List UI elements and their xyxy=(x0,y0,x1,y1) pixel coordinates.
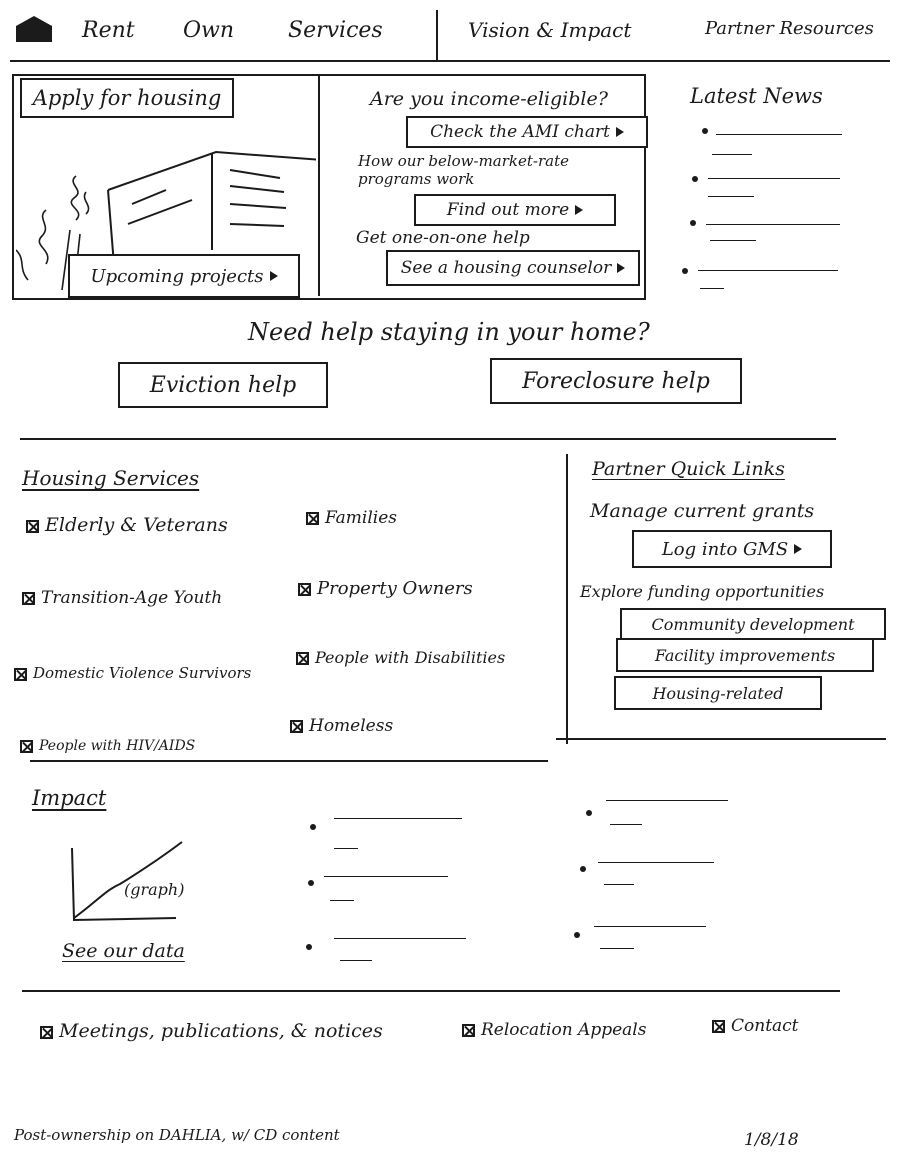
programs-text: How our below-market-rate programs work xyxy=(358,152,569,188)
stat-bullet xyxy=(306,944,312,950)
service-domestic-violence[interactable]: Domestic Violence Survivors xyxy=(14,664,251,682)
news-item-link[interactable] xyxy=(698,270,838,271)
facility-improvements-link[interactable]: Facility improvements xyxy=(616,638,874,672)
nav-partner-resources[interactable]: Partner Resources xyxy=(705,18,874,39)
checkbox-icon xyxy=(306,512,319,525)
checkbox-icon xyxy=(290,720,303,733)
service-hiv-aids[interactable]: People with HIV/AIDS xyxy=(20,738,195,754)
checkbox-icon xyxy=(22,592,35,605)
housing-services-title: Housing Services xyxy=(22,466,200,490)
checkbox-icon xyxy=(20,740,33,753)
check-ami-chart-button[interactable] xyxy=(406,116,648,148)
nav-divider xyxy=(436,10,438,60)
impact-title: Impact xyxy=(32,786,107,810)
upcoming-projects-button[interactable] xyxy=(68,254,300,298)
nav-rent[interactable]: Rent xyxy=(82,18,135,43)
foreclosure-help-label: Foreclosure help xyxy=(522,368,710,394)
news-bullet xyxy=(690,220,696,226)
service-homeless[interactable]: Homeless xyxy=(290,716,393,736)
footer-meetings-link[interactable]: Meetings, publications, & notices xyxy=(40,1020,383,1042)
nav-services[interactable]: Services xyxy=(288,18,383,43)
housing-counselor-label: See a housing counselor xyxy=(400,258,612,278)
home-icon[interactable] xyxy=(14,14,54,48)
housing-counselor-button[interactable] xyxy=(386,250,640,286)
checkbox-icon xyxy=(462,1024,475,1037)
manage-grants-text: Manage current grants xyxy=(590,500,815,522)
stat-subline xyxy=(330,900,354,901)
checkbox-icon xyxy=(40,1026,53,1039)
latest-news-title: Latest News xyxy=(690,84,823,108)
service-property-owners[interactable]: Property Owners xyxy=(298,578,473,599)
news-bullet xyxy=(702,128,708,134)
footer-divider xyxy=(22,990,840,992)
news-item-link[interactable] xyxy=(706,224,840,225)
nav-bottom-border xyxy=(10,60,890,62)
hero-divider xyxy=(318,76,320,296)
apply-for-housing-button[interactable] xyxy=(20,78,234,118)
nav-vision-impact[interactable]: Vision & Impact xyxy=(468,18,632,42)
play-arrow-icon xyxy=(794,544,802,554)
checkbox-icon xyxy=(26,520,39,533)
stat-subline xyxy=(610,824,642,825)
see-our-data-link[interactable]: See our data xyxy=(62,940,185,962)
check-ami-chart-label: Check the AMI chart xyxy=(430,122,610,142)
news-bullet xyxy=(682,268,688,274)
play-arrow-icon xyxy=(270,271,278,281)
section-divider xyxy=(20,438,836,440)
foreclosure-help-button[interactable] xyxy=(490,358,742,404)
stat-subline xyxy=(604,884,634,885)
stat-line xyxy=(606,800,728,801)
stat-line xyxy=(594,926,706,927)
partner-bottom-border xyxy=(556,738,886,740)
news-item-subline xyxy=(708,196,754,197)
play-arrow-icon xyxy=(616,127,624,137)
news-item-subline xyxy=(710,240,756,241)
stat-line xyxy=(334,818,462,819)
upcoming-projects-label: Upcoming projects xyxy=(90,265,264,287)
stat-subline xyxy=(334,848,358,849)
play-arrow-icon xyxy=(575,205,583,215)
play-arrow-icon xyxy=(617,263,625,273)
community-development-link[interactable]: Community development xyxy=(620,608,886,640)
services-bottom-border xyxy=(30,760,548,762)
log-into-gms-button[interactable] xyxy=(632,530,832,568)
find-out-more-label: Find out more xyxy=(446,200,570,220)
log-into-gms-label: Log into GMS xyxy=(661,538,789,560)
checkbox-icon xyxy=(298,583,311,596)
graph-placeholder-label: (graph) xyxy=(124,880,185,899)
apply-for-housing-label: Apply for housing xyxy=(32,86,222,110)
eviction-help-button[interactable] xyxy=(118,362,328,408)
stat-line xyxy=(324,876,448,877)
nav-own[interactable]: Own xyxy=(183,18,235,43)
service-disabilities[interactable]: People with Disabilities xyxy=(296,648,505,667)
news-bullet xyxy=(692,176,698,182)
eviction-help-label: Eviction help xyxy=(149,372,297,398)
partner-divider xyxy=(566,454,568,744)
stat-bullet xyxy=(308,880,314,886)
checkbox-icon xyxy=(14,668,27,681)
housing-related-link[interactable]: Housing-related xyxy=(614,676,822,710)
news-item-link[interactable] xyxy=(716,134,842,135)
stat-bullet xyxy=(580,866,586,872)
checkbox-icon xyxy=(712,1020,725,1033)
footer-relocation-appeals-link[interactable]: Relocation Appeals xyxy=(462,1020,646,1040)
service-transition-age-youth[interactable]: Transition-Age Youth xyxy=(22,588,222,608)
service-families[interactable]: Families xyxy=(306,508,397,528)
find-out-more-button[interactable] xyxy=(414,194,616,226)
checkbox-icon xyxy=(296,652,309,665)
need-help-heading: Need help staying in your home? xyxy=(248,318,650,346)
footer-contact-link[interactable]: Contact xyxy=(712,1016,799,1036)
service-elderly-veterans[interactable]: Elderly & Veterans xyxy=(26,514,228,536)
news-item-link[interactable] xyxy=(708,178,840,179)
news-item-subline xyxy=(712,154,752,155)
sketch-date: 1/8/18 xyxy=(744,1130,799,1150)
stat-bullet xyxy=(310,824,316,830)
news-item-subline xyxy=(700,288,724,289)
partner-quick-links-title: Partner Quick Links xyxy=(592,458,785,480)
stat-line xyxy=(334,938,466,939)
one-on-one-text: Get one-on-one help xyxy=(356,228,530,248)
stat-line xyxy=(598,862,714,863)
stat-subline xyxy=(600,948,634,949)
income-eligible-text: Are you income-eligible? xyxy=(370,88,608,110)
explore-funding-text: Explore funding opportunities xyxy=(580,582,825,601)
stat-bullet xyxy=(586,810,592,816)
sketch-note: Post-ownership on DAHLIA, w/ CD content xyxy=(14,1126,340,1144)
stat-bullet xyxy=(574,932,580,938)
stat-subline xyxy=(340,960,372,961)
